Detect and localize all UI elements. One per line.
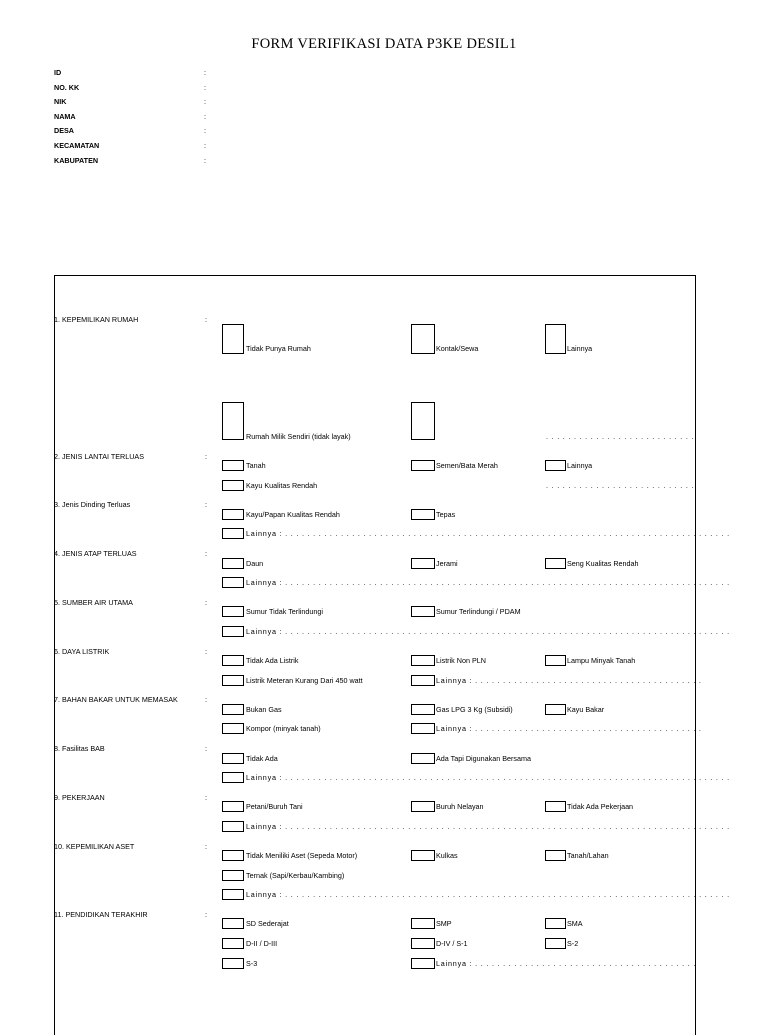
option-label: Gas LPG 3 Kg (Subsidi) xyxy=(436,705,513,714)
checkbox-lainnya[interactable] xyxy=(411,958,435,969)
checkbox-blank[interactable] xyxy=(411,402,435,440)
option-label: S-3 xyxy=(246,959,258,968)
colon: : xyxy=(205,695,207,704)
checkbox-rumah-milik-sendiri[interactable] xyxy=(222,402,244,440)
checkbox-ada-tapi-bersama[interactable] xyxy=(411,753,435,764)
field-kecamatan xyxy=(54,141,254,153)
other-fill-in[interactable]: Lainnya : . . . . . . . . . . . . . . . . . . . . . . . . . . . . . . . . . . . . . . . . . . . . . . . . . . . . . . . . . . . . . . . . . . . . . . . . . . . . . . . . xyxy=(246,890,730,899)
checkbox-ternak[interactable] xyxy=(222,870,244,881)
checkbox-tanah[interactable] xyxy=(222,460,244,471)
option-label: Tidak Ada Listrik xyxy=(246,656,299,665)
other-fill-in[interactable]: Lainnya : . . . . . . . . . . . . . . . . . . . . . . . . . . . . . . . . . . . . . . . . . xyxy=(436,724,702,733)
option-label: Seng Kualitas Rendah xyxy=(567,559,639,568)
question-7-label: 7. BAHAN BAKAR UNTUK MEMASAK xyxy=(54,695,178,704)
field-label: KECAMATAN xyxy=(54,141,100,150)
checkbox-tidak-ada[interactable] xyxy=(222,753,244,764)
checkbox-tidak-memiliki-aset[interactable] xyxy=(222,850,244,861)
question-11-label: 11. PENDIDIKAN TERAKHIR xyxy=(54,910,148,919)
other-fill-in[interactable]: Lainnya : . . . . . . . . . . . . . . . . . . . . . . . . . . . . . . . . . . . . . . . . . . . . . . . . . . . . . . . . . . . . . . . . . . . . . . . . . . . . . . . . xyxy=(246,529,730,538)
other-fill-in[interactable]: Lainnya : . . . . . . . . . . . . . . . . . . . . . . . . . . . . . . . . . . . . . . . . . . . . . . . . . . . . . . . . . . . . . . . . . . . . . . . . . . . . . . . . xyxy=(246,822,730,831)
colon: : xyxy=(204,112,206,121)
checkbox-seng[interactable] xyxy=(545,558,566,569)
option-label: Tidak Meniliki Aset (Sepeda Motor) xyxy=(246,851,358,860)
option-label: Sumur Terlindungi / PDAM xyxy=(436,607,521,616)
colon: : xyxy=(204,126,206,135)
checkbox-jerami[interactable] xyxy=(411,558,435,569)
checkbox-kompor[interactable] xyxy=(222,723,244,734)
form-title: FORM VERIFIKASI DATA P3KE DESIL1 xyxy=(251,36,517,52)
question-6-label: 6. DAYA LISTRIK xyxy=(54,647,110,656)
field-label: DESA xyxy=(54,126,74,135)
question-2-label: 2. JENIS LANTAI TERLUAS xyxy=(54,452,145,461)
option-label: D-IV / S-1 xyxy=(436,939,468,948)
option-label: S-2 xyxy=(567,939,579,948)
checkbox-petani[interactable] xyxy=(222,801,244,812)
checkbox-sumur-tidak-terlindungi[interactable] xyxy=(222,606,244,617)
colon: : xyxy=(205,452,207,461)
checkbox-lainnya[interactable] xyxy=(411,723,435,734)
field-label: NAMA xyxy=(54,112,76,121)
checkbox-semen-bata-merah[interactable] xyxy=(411,460,435,471)
checkbox-kayu-bakar[interactable] xyxy=(545,704,566,715)
question-3-label: 3. Jenis Dinding Terluas xyxy=(54,500,131,509)
checkbox-listrik-non-pln[interactable] xyxy=(411,655,435,666)
option-label: Listrik Non PLN xyxy=(436,656,486,665)
option-label: Kayu Kualitas Rendah xyxy=(246,481,318,490)
checkbox-lainnya[interactable] xyxy=(222,889,244,900)
option-label: Tepas xyxy=(436,510,456,519)
fill-in-line[interactable]: . . . . . . . . . . . . . . . . . . . . . . . . . . . xyxy=(546,432,695,441)
question-8-label: 8. Fasilitas BAB xyxy=(54,744,105,753)
field-no-kk xyxy=(54,83,254,95)
other-fill-in[interactable]: Lainnya : . . . . . . . . . . . . . . . . . . . . . . . . . . . . . . . . . . . . . . . . xyxy=(436,959,697,968)
colon: : xyxy=(205,315,207,324)
checkbox-tanah-lahan[interactable] xyxy=(545,850,566,861)
checkbox-tidak-ada-pekerjaan[interactable] xyxy=(545,801,566,812)
checkbox-lainnya[interactable] xyxy=(545,460,566,471)
colon: : xyxy=(204,83,206,92)
colon: : xyxy=(204,141,206,150)
checkbox-lainnya[interactable] xyxy=(222,821,244,832)
checkbox-s2[interactable] xyxy=(545,938,566,949)
option-label: Ternak (Sapi/Kerbau/Kambing) xyxy=(246,871,345,880)
field-id xyxy=(54,68,254,80)
checkbox-buruh-nelayan[interactable] xyxy=(411,801,435,812)
option-label: Tidak Punya Rumah xyxy=(246,344,311,353)
other-fill-in[interactable]: Lainnya : . . . . . . . . . . . . . . . . . . . . . . . . . . . . . . . . . . . . . . . . . xyxy=(436,676,702,685)
option-label: Buruh Nelayan xyxy=(436,802,484,811)
option-label: Lampu Minyak Tanah xyxy=(567,656,636,665)
questionnaire-frame xyxy=(54,275,696,1035)
checkbox-lampu-minyak-tanah[interactable] xyxy=(545,655,566,666)
other-fill-in[interactable]: Lainnya : . . . . . . . . . . . . . . . . . . . . . . . . . . . . . . . . . . . . . . . . . . . . . . . . . . . . . . . . . . . . . . . . . . . . . . . . . . . . . . . . xyxy=(246,773,730,782)
field-label: NO. KK xyxy=(54,83,80,92)
colon: : xyxy=(205,793,207,802)
colon: : xyxy=(205,744,207,753)
checkbox-lainnya[interactable] xyxy=(222,528,244,539)
option-label: SMP xyxy=(436,919,452,928)
question-5-label: 5. SUMBER AIR UTAMA xyxy=(54,598,133,607)
checkbox-lainnya[interactable] xyxy=(545,324,566,354)
checkbox-kulkas[interactable] xyxy=(411,850,435,861)
option-label: Daun xyxy=(246,559,264,568)
colon: : xyxy=(205,842,207,851)
field-label: ID xyxy=(54,68,62,77)
option-label: Jerami xyxy=(436,559,458,568)
colon: : xyxy=(204,97,206,106)
option-label: Petani/Buruh Tani xyxy=(246,802,303,811)
checkbox-s3[interactable] xyxy=(222,958,244,969)
question-9-label: 9. PEKERJAAN xyxy=(54,793,105,802)
option-label: Kompor (minyak tanah) xyxy=(246,724,321,733)
checkbox-kontak-sewa[interactable] xyxy=(411,324,435,354)
option-label: SMA xyxy=(567,919,583,928)
field-label: KABUPATEN xyxy=(54,156,99,165)
option-label: Tanah/Lahan xyxy=(567,851,609,860)
colon: : xyxy=(205,647,207,656)
option-label: Bukan Gas xyxy=(246,705,282,714)
checkbox-d2-d3[interactable] xyxy=(222,938,244,949)
colon: : xyxy=(204,156,206,165)
colon: : xyxy=(205,598,207,607)
colon: : xyxy=(205,910,207,919)
checkbox-listrik-meteran[interactable] xyxy=(222,675,244,686)
other-fill-in[interactable]: Lainnya : . . . . . . . . . . . . . . . . . . . . . . . . . . . . . . . . . . . . . . . . . . . . . . . . . . . . . . . . . . . . . . . . . . . . . . . . . . . . . . . . xyxy=(246,578,730,587)
field-nama xyxy=(54,112,254,124)
checkbox-kayu-kualitas-rendah[interactable] xyxy=(222,480,244,491)
field-nik xyxy=(54,97,254,109)
option-label: Tanah xyxy=(246,461,266,470)
field-kabupaten xyxy=(54,156,254,168)
option-label: Listrik Meteran Kurang Dari 450 watt xyxy=(246,676,363,685)
other-fill-in[interactable]: Lainnya : . . . . . . . . . . . . . . . . . . . . . . . . . . . . . . . . . . . . . . . . . . . . . . . . . . . . . . . . . . . . . . . . . . . . . . . . . . . . . . . . xyxy=(246,627,730,636)
checkbox-kayu-papan[interactable] xyxy=(222,509,244,520)
option-label: Kayu Bakar xyxy=(567,705,605,714)
question-1-label: 1. KEPEMILIKAN RUMAH xyxy=(54,315,139,324)
option-label: Ada Tapi Digunakan Bersama xyxy=(436,754,531,763)
colon: : xyxy=(205,500,207,509)
checkbox-lainnya[interactable] xyxy=(222,577,244,588)
checkbox-smp[interactable] xyxy=(411,918,435,929)
question-4-label: 4. JENIS ATAP TERLUAS xyxy=(54,549,137,558)
checkbox-tidak-punya-rumah[interactable] xyxy=(222,324,244,354)
checkbox-sumur-terlindungi[interactable] xyxy=(411,606,435,617)
field-label: NIK xyxy=(54,97,67,106)
option-label: Sumur Tidak Terlindungi xyxy=(246,607,323,616)
option-label: Semen/Bata Merah xyxy=(436,461,498,470)
checkbox-bukan-gas[interactable] xyxy=(222,704,244,715)
option-label: Lainnya xyxy=(567,461,593,470)
checkbox-lainnya[interactable] xyxy=(222,626,244,637)
checkbox-lainnya[interactable] xyxy=(411,675,435,686)
checkbox-lainnya[interactable] xyxy=(222,772,244,783)
option-label: Tidak Ada Pekerjaan xyxy=(567,802,634,811)
question-10-label: 10. KEPEMILIKAN ASET xyxy=(54,842,135,851)
option-label: Kontak/Sewa xyxy=(436,344,479,353)
option-label: Kulkas xyxy=(436,851,458,860)
field-desa xyxy=(54,126,254,138)
option-label: SD Sederajat xyxy=(246,919,289,928)
option-label: Lainnya xyxy=(567,344,593,353)
checkbox-gas-lpg[interactable] xyxy=(411,704,435,715)
option-label: Tidak Ada xyxy=(246,754,278,763)
fill-in-line[interactable]: . . . . . . . . . . . . . . . . . . . . . . . . . . . xyxy=(546,481,695,490)
checkbox-tepas[interactable] xyxy=(411,509,435,520)
checkbox-sd[interactable] xyxy=(222,918,244,929)
colon: : xyxy=(204,68,206,77)
checkbox-d4-s1[interactable] xyxy=(411,938,435,949)
colon: : xyxy=(205,549,207,558)
option-label: Kayu/Papan Kualitas Rendah xyxy=(246,510,340,519)
checkbox-tidak-ada-listrik[interactable] xyxy=(222,655,244,666)
option-label: Rumah Milik Sendiri (tidak layak) xyxy=(246,432,351,441)
checkbox-sma[interactable] xyxy=(545,918,566,929)
option-label: D-II / D-III xyxy=(246,939,278,948)
checkbox-daun[interactable] xyxy=(222,558,244,569)
